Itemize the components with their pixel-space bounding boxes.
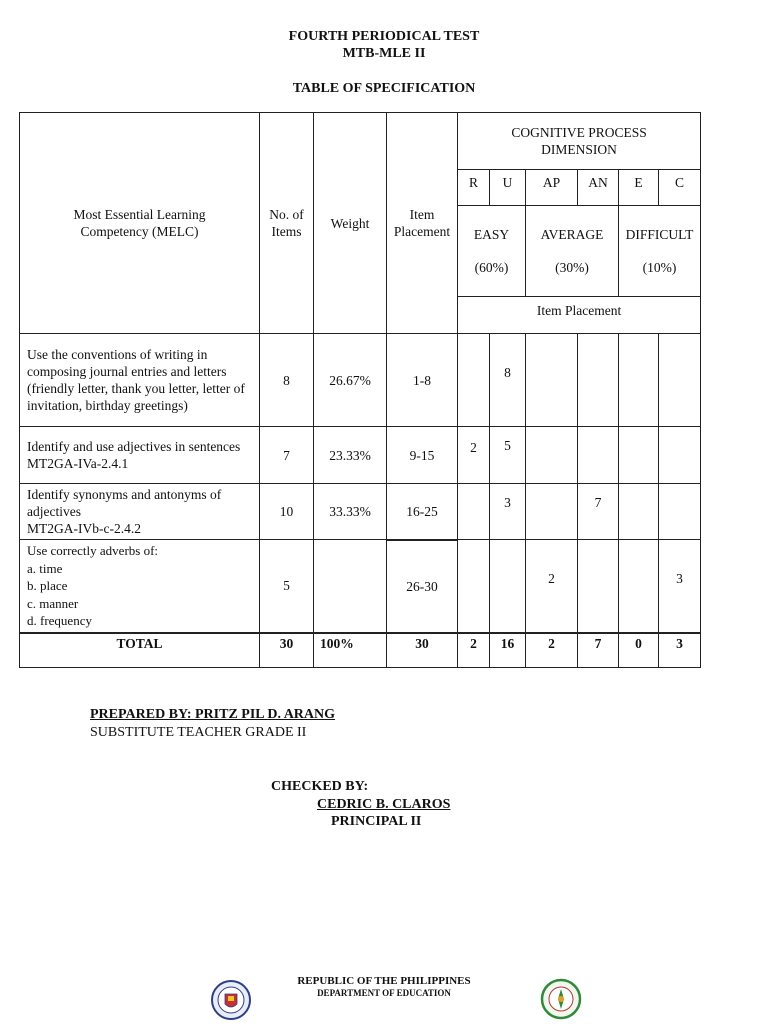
melc-option: c. manner (27, 595, 79, 611)
an-cell: 7 (578, 484, 619, 540)
melc-code: MT2GA-IVa-2.4.1 (27, 456, 129, 471)
total-row (20, 633, 701, 668)
an-cell (578, 427, 619, 484)
u-cell: 3 (490, 484, 526, 540)
table-row (20, 427, 701, 484)
total-placement: 30 (387, 633, 458, 668)
r-cell (458, 334, 490, 427)
placement-cell: 16-25 (387, 484, 458, 540)
checker-title: PRINCIPAL II (331, 814, 422, 829)
total-r: 2 (458, 633, 490, 668)
an-cell (578, 540, 619, 633)
average-percent: (30%) (555, 260, 589, 275)
u-cell (490, 540, 526, 633)
c-cell: 3 (659, 540, 701, 633)
level-an: AN (578, 170, 619, 206)
weight-cell: 33.33% (314, 484, 387, 540)
r-cell (458, 540, 490, 633)
ap-cell: 2 (526, 540, 578, 633)
level-c: C (659, 170, 701, 206)
items-cell: 7 (260, 427, 314, 484)
r-cell: 2 (458, 427, 490, 484)
weight-cell (314, 540, 387, 633)
e-cell (619, 427, 659, 484)
e-cell (619, 540, 659, 633)
item-placement-subheader: Item Placement (458, 297, 701, 334)
difficult-cell (619, 206, 701, 297)
table-row (20, 334, 701, 427)
e-cell (619, 484, 659, 540)
average-label: AVERAGE (540, 227, 604, 242)
placement-header: Item Placement (387, 113, 458, 334)
table-title: TABLE OF SPECIFICATION (292, 81, 476, 96)
ap-cell (526, 334, 578, 427)
c-cell (659, 427, 701, 484)
level-ap: AP (526, 170, 578, 206)
level-r: R (458, 170, 490, 206)
u-cell: 8 (490, 334, 526, 427)
c-cell (659, 484, 701, 540)
placement-cell: 26-30 (387, 540, 458, 633)
melc-option: a. time (27, 560, 63, 576)
checker-name: CEDRIC B. CLAROS (317, 797, 451, 812)
table-row (20, 540, 701, 633)
total-ap: 2 (526, 633, 578, 668)
easy-cell (458, 206, 526, 297)
subject-title: MTB-MLE II (342, 46, 426, 61)
easy-label: EASY (473, 227, 510, 242)
total-an: 7 (578, 633, 619, 668)
specification-table (19, 112, 701, 668)
ap-cell (526, 427, 578, 484)
weight-header: Weight (314, 113, 387, 334)
melc-code: MT2GA-IVb-c-2.4.2 (27, 521, 141, 536)
difficult-percent: (10%) (642, 260, 677, 275)
e-cell (619, 334, 659, 427)
total-weight: 100% (314, 633, 387, 668)
placement-cell: 9-15 (387, 427, 458, 484)
prepared-title: SUBSTITUTE TEACHER GRADE II (90, 725, 307, 740)
melc-cell (20, 427, 260, 484)
total-items: 30 (260, 633, 314, 668)
weight-cell: 26.67% (314, 334, 387, 427)
easy-percent: (60%) (474, 260, 509, 275)
total-c: 3 (659, 633, 701, 668)
c-cell (659, 334, 701, 427)
melc-option: b. place (27, 578, 68, 593)
placement-cell: 1-8 (387, 334, 458, 427)
an-cell (578, 334, 619, 427)
weight-cell: 23.33% (314, 427, 387, 484)
footer-republic: REPUBLIC OF THE PHILIPPINES (297, 975, 471, 987)
prepared-by: PREPARED BY: PRITZ PIL D. ARANG (90, 707, 336, 722)
items-cell: 8 (260, 334, 314, 427)
u-cell: 5 (490, 427, 526, 484)
total-label: TOTAL (20, 633, 260, 668)
average-cell (526, 206, 619, 297)
melc-cell (20, 484, 260, 540)
footer-department: DEPARTMENT OF EDUCATION (317, 988, 451, 998)
level-e: E (619, 170, 659, 206)
items-cell: 5 (260, 540, 314, 633)
melc-cell (20, 540, 260, 633)
r-cell (458, 484, 490, 540)
table-row (20, 484, 701, 540)
total-u: 16 (490, 633, 526, 668)
items-cell: 10 (260, 484, 314, 540)
level-u: U (490, 170, 526, 206)
difficult-label: DIFFICULT (625, 227, 694, 242)
checked-by: CHECKED BY: (271, 779, 369, 794)
school-seal-icon (540, 974, 582, 1024)
melc-text: Identify and use adjectives in sentences (27, 439, 241, 454)
melc-text: Identify synonyms and antonyms of adjectives (27, 487, 222, 519)
melc-cell: Use the conventions of writing in composing journal entries and letters (friendly letter, thank you letter, letter of invitation, birthday greetings) (20, 334, 260, 427)
melc-header: Most Essential Learning Competency (MELC) (20, 113, 260, 334)
cognitive-header: COGNITIVE PROCESS DIMENSION (458, 113, 701, 170)
melc-text: Use correctly adverbs of: (27, 543, 159, 558)
melc-option: d. frequency (27, 613, 92, 628)
total-e: 0 (619, 633, 659, 668)
test-title: FOURTH PERIODICAL TEST (288, 29, 480, 44)
ap-cell (526, 484, 578, 540)
items-header: No. of Items (260, 113, 314, 334)
